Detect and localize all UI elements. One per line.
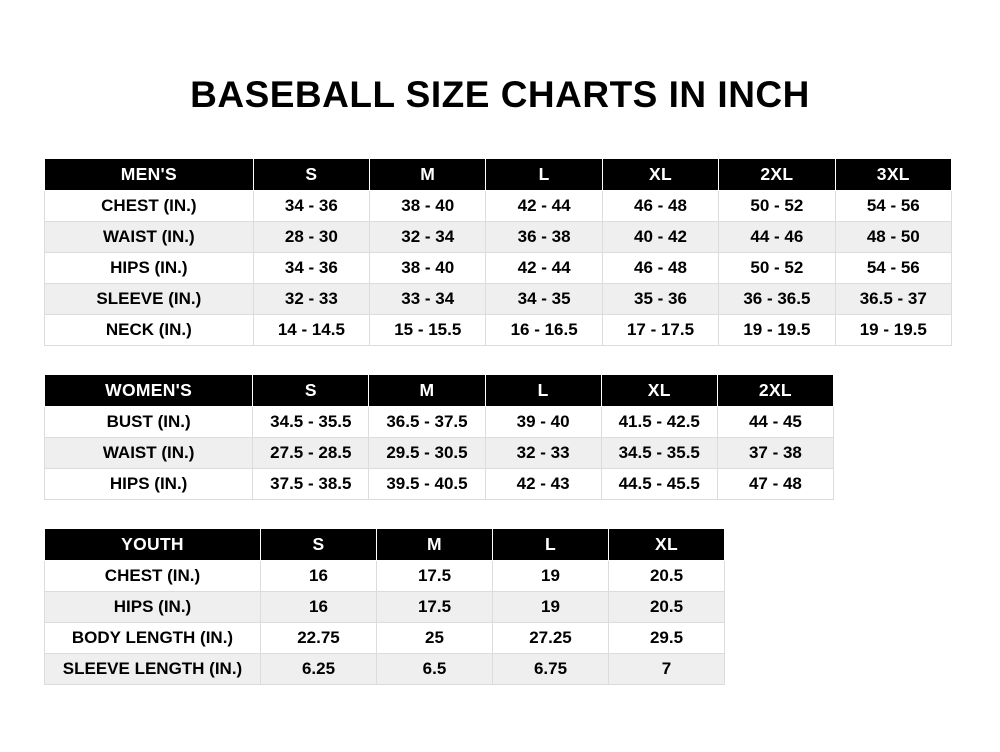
table-cell: 36 - 36.5	[719, 284, 835, 315]
table-cell: 34.5 - 35.5	[253, 407, 369, 438]
table-cell: 19 - 19.5	[719, 315, 835, 346]
table-cell: 34.5 - 35.5	[601, 438, 717, 469]
column-header: L	[485, 375, 601, 407]
table-cell: 20.5	[609, 592, 725, 623]
mens-table-wrapper	[44, 158, 956, 346]
table-cell: 20.5	[609, 561, 725, 592]
table-cell: 15 - 15.5	[370, 315, 486, 346]
row-header: HIPS (IN.)	[45, 592, 261, 623]
table-cell: 6.25	[261, 654, 377, 685]
table-cell: 44.5 - 45.5	[601, 469, 717, 500]
table-cell: 19 - 19.5	[835, 315, 951, 346]
column-header: 3XL	[835, 159, 951, 191]
table-cell: 50 - 52	[719, 191, 835, 222]
column-header: M	[377, 529, 493, 561]
column-header: M	[369, 375, 485, 407]
row-header: SLEEVE LENGTH (IN.)	[45, 654, 261, 685]
table-row	[45, 315, 952, 346]
table-cell: 36.5 - 37	[835, 284, 951, 315]
row-header: NECK (IN.)	[45, 315, 254, 346]
table-cell: 46 - 48	[602, 191, 718, 222]
table-cell: 17.5	[377, 592, 493, 623]
table-cell: 28 - 30	[253, 222, 369, 253]
youth-table-wrapper	[44, 528, 956, 685]
row-header: HIPS (IN.)	[45, 469, 253, 500]
table-row	[45, 438, 834, 469]
table-header-row	[45, 159, 952, 191]
table-row	[45, 253, 952, 284]
column-header: S	[261, 529, 377, 561]
table-row	[45, 623, 725, 654]
mens-table-head	[45, 159, 952, 191]
table-cell: 17 - 17.5	[602, 315, 718, 346]
table-cell: 54 - 56	[835, 253, 951, 284]
womens-table-wrapper	[44, 374, 956, 500]
row-header: CHEST (IN.)	[45, 191, 254, 222]
table-cell: 44 - 45	[717, 407, 833, 438]
youth-size-table	[44, 528, 725, 685]
table-cell: 37.5 - 38.5	[253, 469, 369, 500]
row-header: BUST (IN.)	[45, 407, 253, 438]
table-cell: 27.25	[493, 623, 609, 654]
row-header: BODY LENGTH (IN.)	[45, 623, 261, 654]
table-cell: 46 - 48	[602, 253, 718, 284]
table-cell: 37 - 38	[717, 438, 833, 469]
table-cell: 38 - 40	[370, 191, 486, 222]
column-header: XL	[601, 375, 717, 407]
table-cell: 19	[493, 592, 609, 623]
table-cell: 16	[261, 592, 377, 623]
table-cell: 25	[377, 623, 493, 654]
column-header: 2XL	[719, 159, 835, 191]
mens-table-body	[45, 191, 952, 346]
row-header: WAIST (IN.)	[45, 222, 254, 253]
table-header-row	[45, 375, 834, 407]
table-cell: 39 - 40	[485, 407, 601, 438]
table-cell: 41.5 - 42.5	[601, 407, 717, 438]
table-row	[45, 284, 952, 315]
table-cell: 27.5 - 28.5	[253, 438, 369, 469]
womens-table-body	[45, 407, 834, 500]
table-cell: 6.5	[377, 654, 493, 685]
table-cell: 29.5	[609, 623, 725, 654]
row-header: HIPS (IN.)	[45, 253, 254, 284]
table-cell: 48 - 50	[835, 222, 951, 253]
table-cell: 22.75	[261, 623, 377, 654]
table-cell: 33 - 34	[370, 284, 486, 315]
table-cell: 32 - 33	[485, 438, 601, 469]
table-cell: 6.75	[493, 654, 609, 685]
column-header: L	[486, 159, 602, 191]
table-row	[45, 222, 952, 253]
table-cell: 32 - 34	[370, 222, 486, 253]
table-cell: 19	[493, 561, 609, 592]
column-header: 2XL	[717, 375, 833, 407]
table-row	[45, 561, 725, 592]
table-cell: 39.5 - 40.5	[369, 469, 485, 500]
table-cell: 7	[609, 654, 725, 685]
size-tables-container	[0, 158, 1000, 685]
womens-table-head	[45, 375, 834, 407]
row-header: WAIST (IN.)	[45, 438, 253, 469]
youth-table-head	[45, 529, 725, 561]
column-header: MEN'S	[45, 159, 254, 191]
table-row	[45, 592, 725, 623]
table-cell: 54 - 56	[835, 191, 951, 222]
column-header: XL	[602, 159, 718, 191]
table-cell: 50 - 52	[719, 253, 835, 284]
column-header: S	[253, 375, 369, 407]
table-cell: 42 - 43	[485, 469, 601, 500]
youth-table-body	[45, 561, 725, 685]
column-header: S	[253, 159, 369, 191]
table-cell: 16	[261, 561, 377, 592]
table-cell: 32 - 33	[253, 284, 369, 315]
row-header: CHEST (IN.)	[45, 561, 261, 592]
table-cell: 38 - 40	[370, 253, 486, 284]
table-cell: 36.5 - 37.5	[369, 407, 485, 438]
table-cell: 34 - 36	[253, 191, 369, 222]
table-cell: 17.5	[377, 561, 493, 592]
table-cell: 42 - 44	[486, 253, 602, 284]
table-cell: 44 - 46	[719, 222, 835, 253]
table-cell: 36 - 38	[486, 222, 602, 253]
mens-size-table	[44, 158, 952, 346]
column-header: WOMEN'S	[45, 375, 253, 407]
column-header: L	[493, 529, 609, 561]
column-header: YOUTH	[45, 529, 261, 561]
table-cell: 40 - 42	[602, 222, 718, 253]
table-header-row	[45, 529, 725, 561]
womens-size-table	[44, 374, 834, 500]
table-cell: 34 - 35	[486, 284, 602, 315]
table-cell: 42 - 44	[486, 191, 602, 222]
page-title: BASEBALL SIZE CHARTS IN INCH	[190, 74, 810, 115]
table-cell: 35 - 36	[602, 284, 718, 315]
column-header: XL	[609, 529, 725, 561]
row-header: SLEEVE (IN.)	[45, 284, 254, 315]
table-cell: 16 - 16.5	[486, 315, 602, 346]
column-header: M	[370, 159, 486, 191]
table-row	[45, 469, 834, 500]
table-cell: 34 - 36	[253, 253, 369, 284]
table-row	[45, 654, 725, 685]
table-row	[45, 407, 834, 438]
table-cell: 47 - 48	[717, 469, 833, 500]
table-cell: 14 - 14.5	[253, 315, 369, 346]
table-row	[45, 191, 952, 222]
table-cell: 29.5 - 30.5	[369, 438, 485, 469]
